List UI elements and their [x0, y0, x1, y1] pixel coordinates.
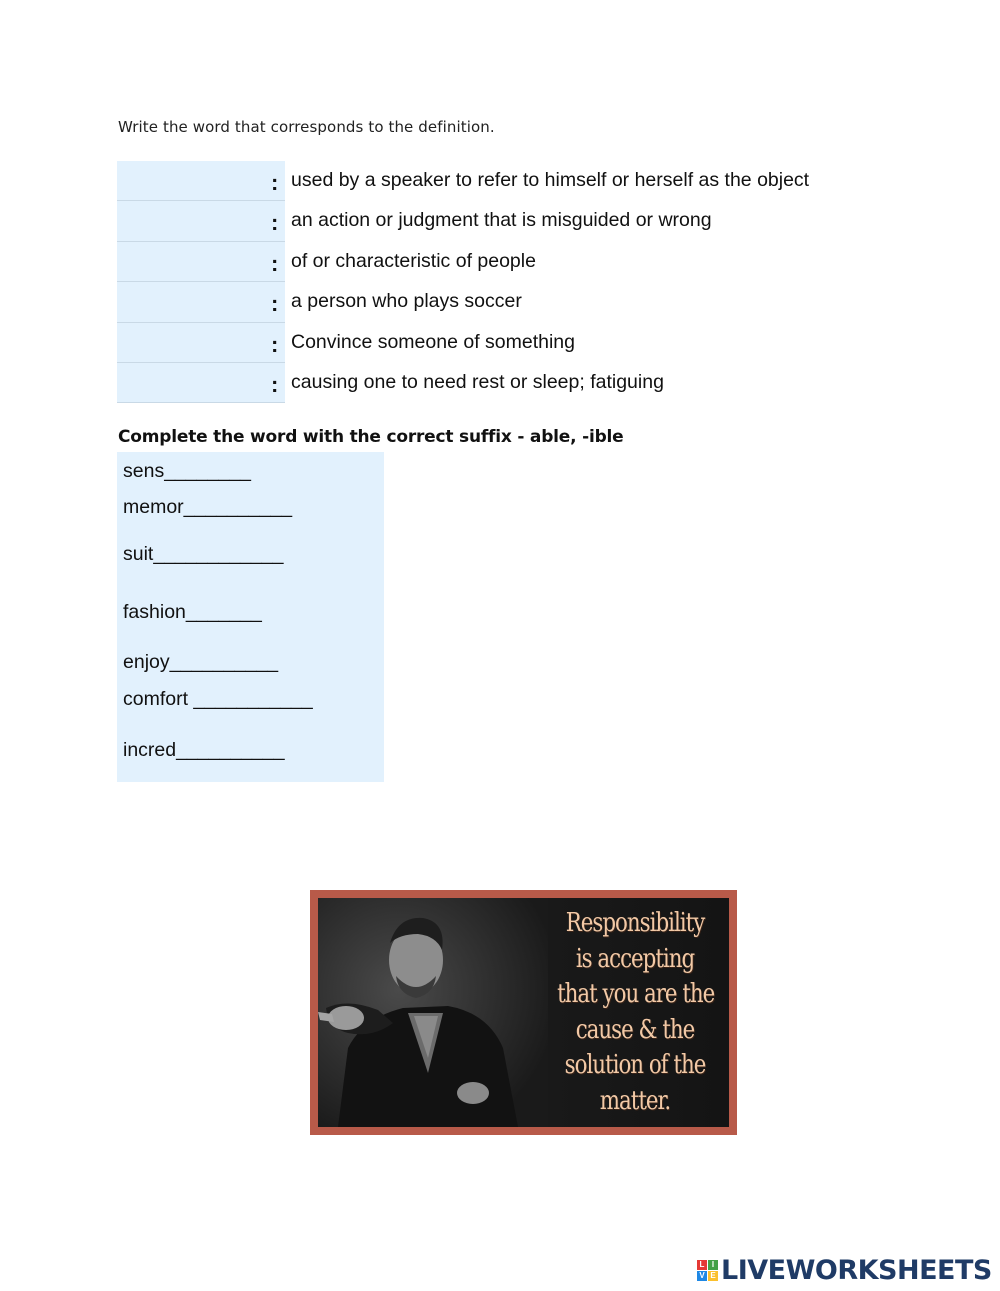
suffix-item: fashion_______	[123, 601, 262, 623]
quote-line: that you are the	[557, 979, 715, 1009]
answer-input[interactable]	[117, 242, 285, 282]
brand-logo-icon	[697, 1260, 718, 1281]
colon-separator: :	[271, 210, 279, 236]
suffix-item: memor__________	[123, 496, 293, 518]
definition-text: a person who plays soccer	[291, 290, 522, 313]
colon-separator: :	[271, 250, 279, 276]
answer-input[interactable]	[117, 363, 285, 403]
definition-text: Convince someone of something	[291, 330, 575, 353]
logo-square: E	[708, 1271, 718, 1281]
suffix-item: sens________	[123, 460, 251, 482]
suffix-instruction: Complete the word with the correct suffix - able, -ible	[118, 427, 624, 447]
logo-square: L	[697, 1260, 707, 1270]
brand-name: LIVEWORKSHEETS	[721, 1254, 992, 1286]
definition-text: of or characteristic of people	[291, 249, 536, 272]
colon-separator: :	[271, 170, 279, 195]
logo-square: I	[708, 1260, 718, 1270]
colon-separator: :	[271, 331, 279, 357]
colon-separator: :	[271, 291, 279, 317]
quote-line: solution of the	[564, 1050, 706, 1080]
answer-input[interactable]	[117, 161, 285, 201]
suffix-item: suit____________	[123, 543, 284, 565]
answer-input[interactable]	[117, 201, 285, 241]
definition-row	[117, 323, 877, 363]
quote-line: matter.	[599, 1085, 671, 1116]
colon-separator: :	[271, 371, 279, 397]
responsibility-poster	[310, 890, 737, 1135]
answer-input[interactable]	[117, 282, 285, 322]
definition-row	[117, 161, 877, 201]
definition-text: used by a speaker to refer to himself or herself as the object	[291, 169, 810, 191]
suffix-item: incred__________	[123, 739, 285, 761]
answer-input[interactable]	[117, 323, 285, 363]
definition-text: an action or judgment that is misguided or wrong	[291, 209, 712, 232]
definition-row	[117, 201, 877, 241]
suffix-exercise-box[interactable]	[117, 452, 384, 782]
definition-row	[117, 363, 877, 403]
liveworksheets-logo	[697, 1254, 992, 1286]
definition-row	[117, 282, 877, 322]
suffix-item: enjoy__________	[123, 651, 279, 673]
suffix-item: comfort ___________	[123, 688, 313, 710]
quote-line: is accepting	[575, 943, 695, 974]
definition-row	[117, 242, 877, 282]
definition-text: causing one to need rest or sleep; fatiguing	[291, 370, 664, 393]
definitions-instruction: Write the word that corresponds to the definition.	[118, 118, 495, 136]
poster-photo	[318, 898, 729, 1127]
definitions-table	[117, 161, 877, 403]
logo-square: V	[697, 1271, 707, 1281]
poster-quote	[557, 906, 713, 1119]
quote-line: Responsibility	[565, 908, 705, 938]
quote-line: cause & the	[575, 1014, 695, 1045]
man-pointing-illustration	[318, 898, 548, 1127]
